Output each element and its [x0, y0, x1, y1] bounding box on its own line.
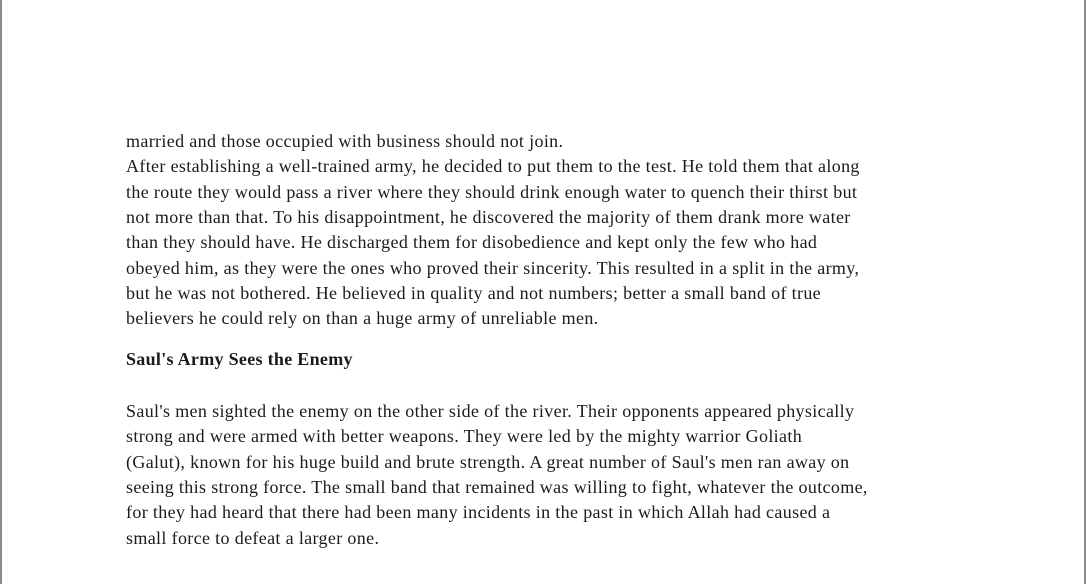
text-line: (Galut), known for his huge build and brute strength. A great number of Saul's men ran away on [126, 451, 850, 472]
text-line: small force to defeat a larger one. [126, 527, 380, 548]
text-line: strong and were armed with better weapons. They were led by the mighty warrior Goliath [126, 426, 803, 447]
text-line: seeing this strong force. The small band that remained was willing to fight, whatever the outcome, [126, 476, 868, 497]
enemy-paragraph [126, 399, 966, 551]
intro-paragraph [126, 129, 966, 332]
text-line: obeyed him, as they were the ones who proved their sincerity. This resulted in a split in the army, [126, 257, 860, 278]
text-line: not more than that. To his disappointment, he discovered the majority of them drank more water [126, 206, 851, 227]
text-line: than they should have. He discharged them for disobedience and kept only the few who had [126, 232, 818, 253]
text-line: Saul's men sighted the enemy on the other side of the river. Their opponents appeared physically [126, 401, 855, 421]
section-heading: Saul's Army Sees the Enemy [126, 349, 353, 369]
text-line: After establishing a well-trained army, he decided to put them to the test. He told them that along [126, 156, 860, 177]
text-line: married and those occupied with business should not join. [126, 131, 564, 151]
text-line: the route they would pass a river where they should drink enough water to quench their thirst but [126, 181, 858, 202]
text-line: believers he could rely on than a huge army of unreliable men. [126, 308, 599, 329]
text-line: for they had heard that there had been many incidents in the past in which Allah had caused a [126, 502, 831, 523]
page-left-edge-line [0, 0, 2, 584]
text-line: but he was not bothered. He believed in quality and not numbers; better a small band of true [126, 282, 822, 303]
